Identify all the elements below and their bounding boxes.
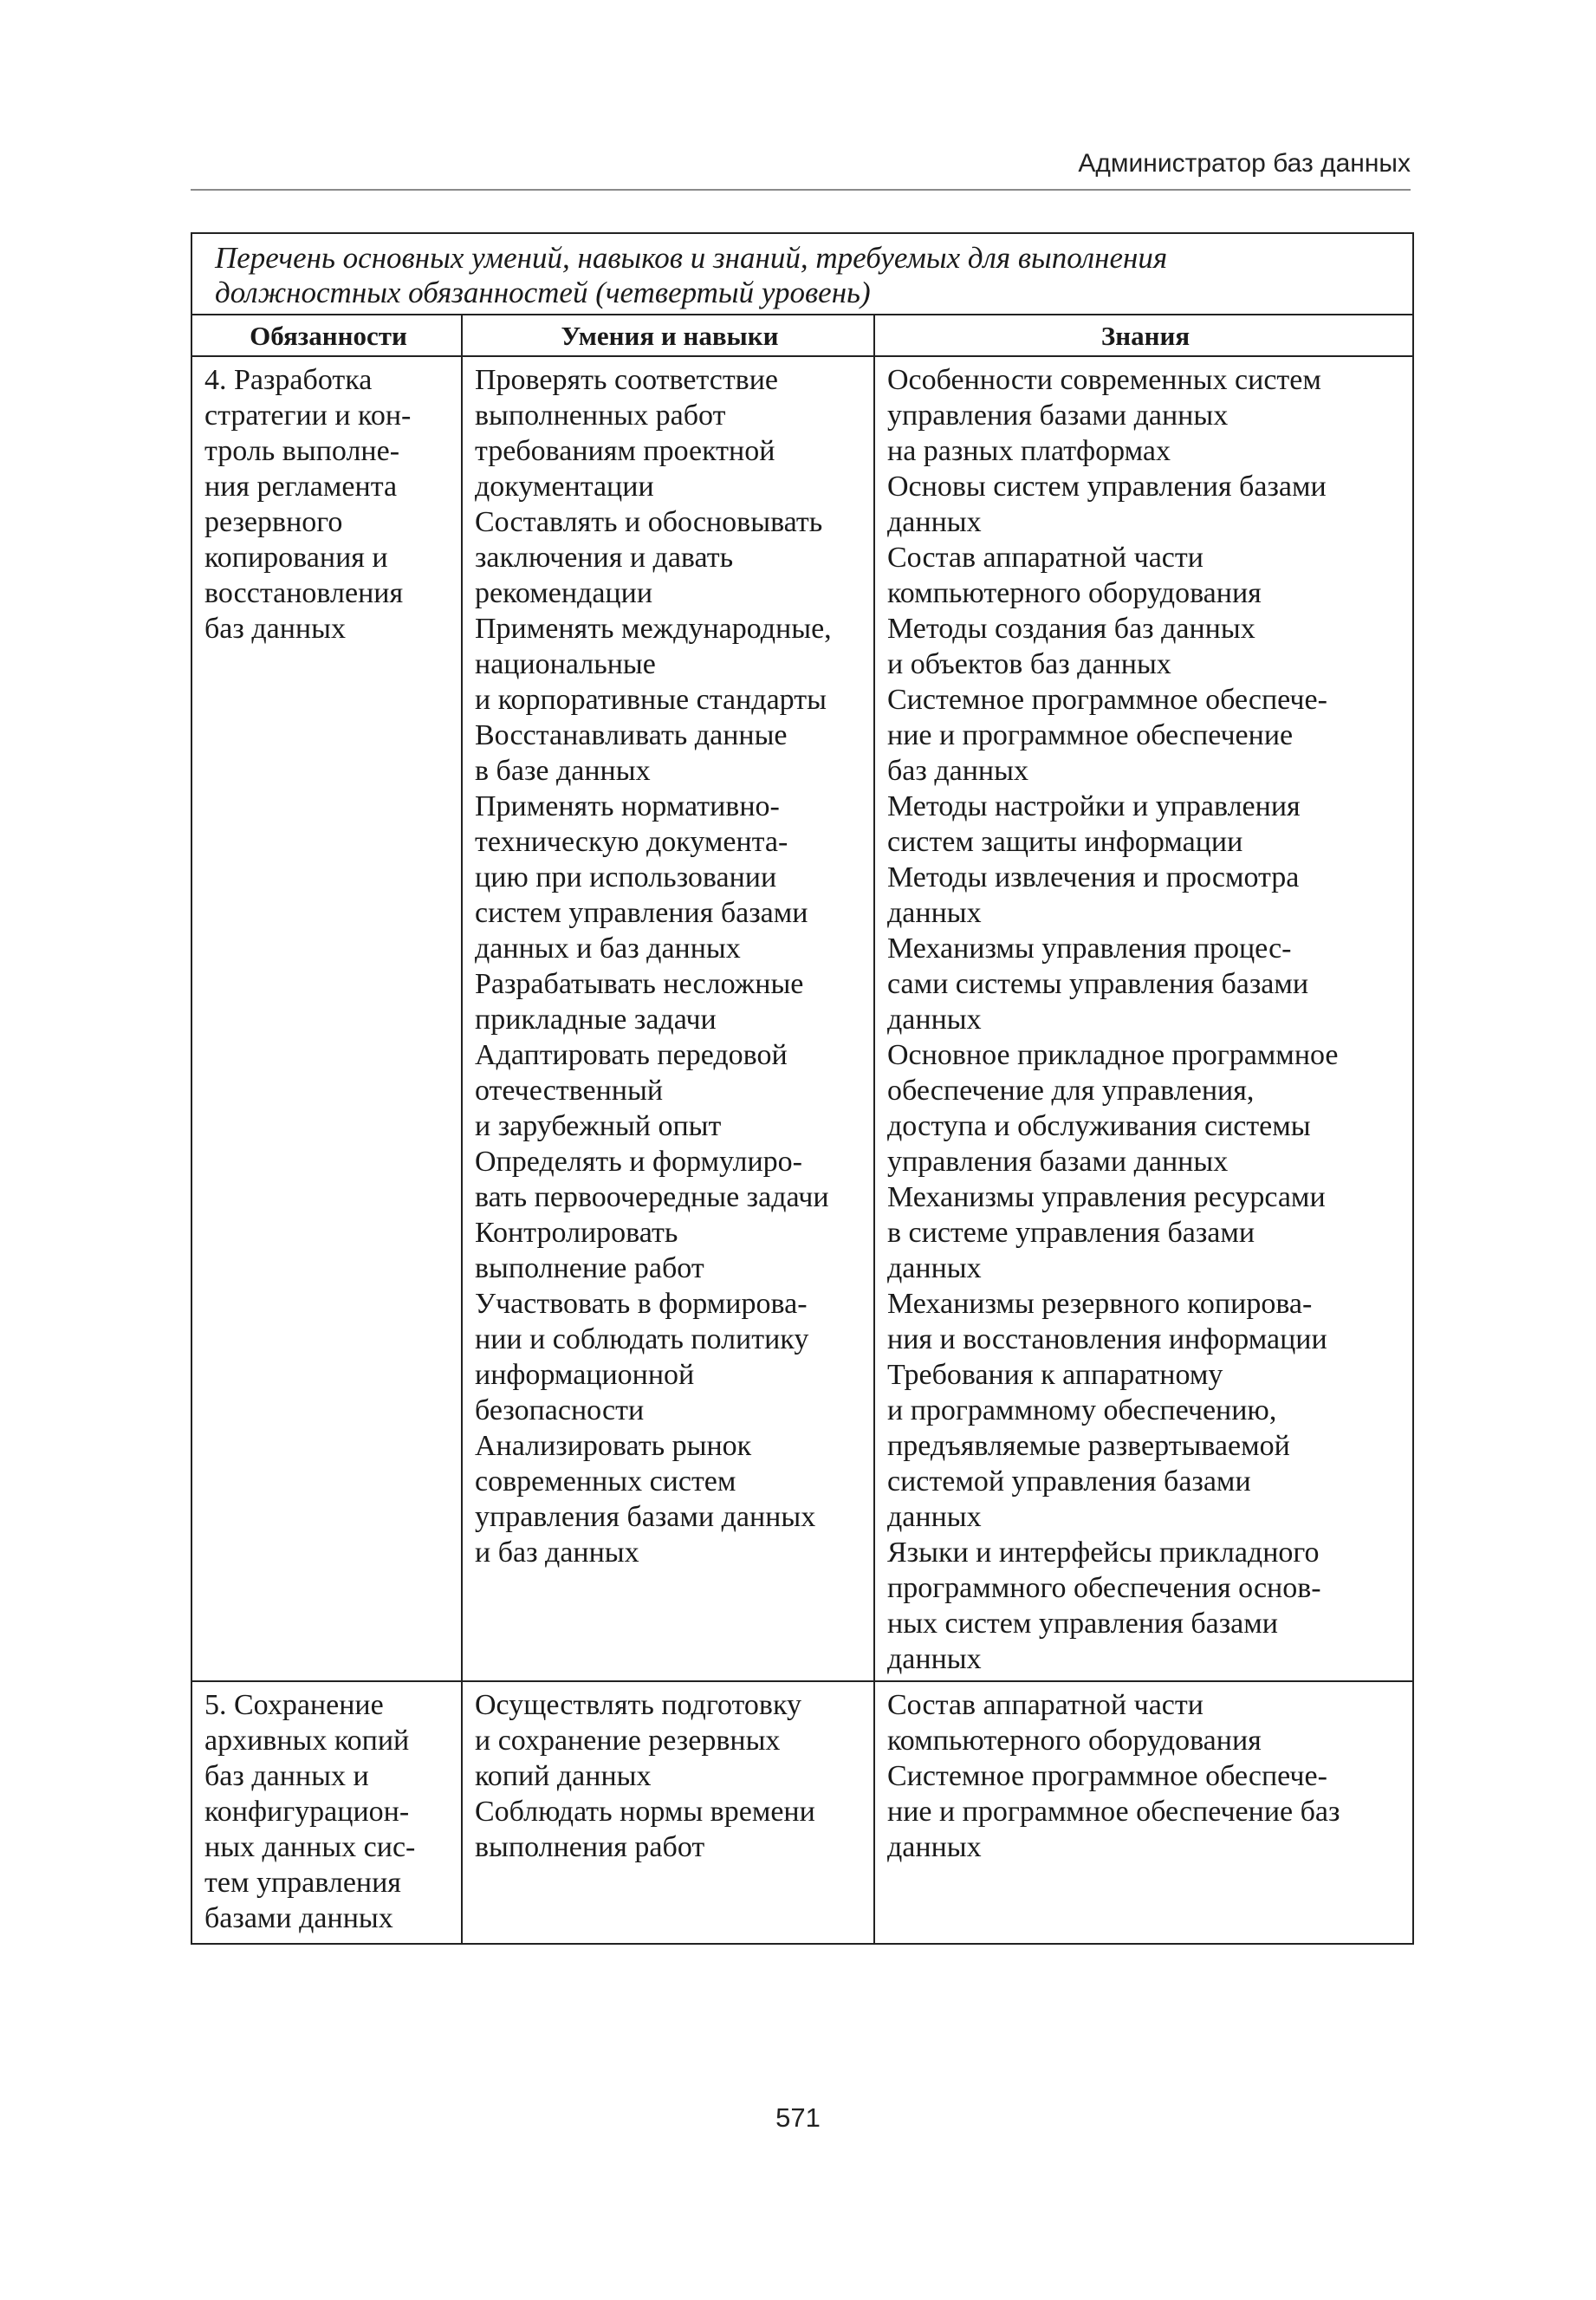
- cell-line: и программному обеспечению,: [887, 1394, 1277, 1426]
- cell-line: Методы создания баз данных: [887, 613, 1255, 645]
- column-header-knowledge: Знания: [874, 315, 1413, 356]
- cell-line: компьютерного оборудования: [887, 577, 1262, 609]
- cell-line: данных: [887, 897, 982, 929]
- cell-line: и сохранение резервных: [475, 1725, 781, 1757]
- cell-line: ных данных сис-: [204, 1831, 416, 1863]
- cell-line: Осуществлять подготовку: [475, 1689, 802, 1721]
- table-row: [191, 356, 1413, 1681]
- cell-line: на разных платформах: [887, 435, 1171, 467]
- cell-line: ние и программное обеспечение баз: [887, 1796, 1340, 1828]
- knowledge-cell: [874, 1681, 1413, 1944]
- cell-line: Основы систем управления базами: [887, 471, 1327, 503]
- table-row: [191, 1681, 1413, 1944]
- cell-line: управления базами данных: [887, 1146, 1229, 1178]
- cell-line: прикладные задачи: [475, 1004, 717, 1036]
- cell-line: Адаптировать передовой: [475, 1039, 788, 1071]
- cell-line: техническую документа-: [475, 826, 788, 858]
- cell-line: данных: [887, 1004, 982, 1036]
- cell-line: компьютерного оборудования: [887, 1725, 1262, 1757]
- cell-line: баз данных: [204, 613, 346, 645]
- cell-line: тем управления: [204, 1867, 401, 1899]
- cell-line: данных и баз данных: [475, 932, 741, 965]
- column-header-duties: Обязанности: [191, 315, 462, 356]
- cell-line: Соблюдать нормы времени: [475, 1796, 815, 1828]
- cell-line: выполненных работ: [475, 400, 726, 432]
- cell-line: цию при использовании: [475, 861, 777, 893]
- cell-line: Участвовать в формирова-: [475, 1288, 808, 1320]
- cell-line: Системное программное обеспече-: [887, 1760, 1327, 1792]
- cell-line: стратегии и кон-: [204, 400, 412, 432]
- cell-line: ных систем управления базами: [887, 1608, 1278, 1640]
- cell-line: Разрабатывать несложные: [475, 968, 804, 1000]
- cell-line: документации: [475, 471, 654, 503]
- cell-line: Механизмы резервного копирова-: [887, 1288, 1313, 1320]
- knowledge-cell: [874, 356, 1413, 1681]
- cell-line: базами данных: [204, 1902, 393, 1934]
- cell-line: архивных копий: [204, 1725, 410, 1757]
- cell-line: и зарубежный опыт: [475, 1110, 722, 1142]
- cell-line: и баз данных: [475, 1537, 639, 1569]
- cell-line: рекомендации: [475, 577, 653, 609]
- cell-line: в базе данных: [475, 755, 651, 787]
- cell-line: 4. Разработка: [204, 364, 373, 396]
- table-caption-row: [191, 233, 1413, 315]
- cell-line: резервного: [204, 506, 343, 538]
- duties-cell: [191, 1681, 462, 1944]
- cell-line: копий данных: [475, 1760, 652, 1792]
- cell-line: безопасности: [475, 1394, 645, 1426]
- column-header-skills: Умения и навыки: [462, 315, 874, 356]
- cell-line: вать первоочередные задачи: [475, 1181, 829, 1213]
- cell-line: Требования к аппаратному: [887, 1359, 1223, 1391]
- cell-line: троль выполне-: [204, 435, 400, 467]
- requirements-table: [191, 232, 1414, 1945]
- cell-line: данных: [887, 1831, 982, 1863]
- cell-line: управления базами данных: [887, 400, 1229, 432]
- cell-line: управления базами данных: [475, 1501, 816, 1533]
- cell-line: Применять нормативно-: [475, 790, 780, 822]
- cell-line: конфигурацион-: [204, 1796, 410, 1828]
- cell-line: национальные: [475, 648, 656, 680]
- cell-line: баз данных: [887, 755, 1028, 787]
- cell-line: Языки и интерфейсы прикладного: [887, 1537, 1320, 1569]
- cell-line: Применять международные,: [475, 613, 832, 645]
- cell-line: систем управления базами: [475, 897, 808, 929]
- header-rule: [191, 189, 1411, 191]
- cell-line: Анализировать рынок: [475, 1430, 752, 1462]
- running-head: Администратор баз данных: [1078, 149, 1411, 178]
- cell-line: систем защиты информации: [887, 826, 1243, 858]
- cell-line: 5. Сохранение: [204, 1689, 384, 1721]
- cell-line: Состав аппаратной части: [887, 1689, 1203, 1721]
- cell-line: Состав аппаратной части: [887, 542, 1203, 574]
- cell-line: Проверять соответствие: [475, 364, 779, 396]
- cell-line: доступа и обслуживания системы: [887, 1110, 1311, 1142]
- cell-line: в системе управления базами: [887, 1217, 1255, 1249]
- cell-line: Системное программное обеспече-: [887, 684, 1327, 716]
- cell-line: Контролировать: [475, 1217, 678, 1249]
- caption-line: должностных обязанностей (четвертый уровень): [215, 276, 871, 309]
- cell-line: отечественный: [475, 1075, 664, 1107]
- cell-line: выполнение работ: [475, 1252, 704, 1284]
- cell-line: данных: [887, 1501, 982, 1533]
- cell-line: Основное прикладное программное: [887, 1039, 1339, 1071]
- cell-line: Механизмы управления ресурсами: [887, 1181, 1326, 1213]
- cell-line: данных: [887, 1643, 982, 1675]
- cell-line: выполнения работ: [475, 1831, 705, 1863]
- cell-line: и объектов баз данных: [887, 648, 1171, 680]
- cell-line: программного обеспечения основ-: [887, 1572, 1321, 1604]
- cell-line: Определять и формулиро-: [475, 1146, 802, 1178]
- cell-line: ния регламента: [204, 471, 398, 503]
- skills-cell: [462, 356, 874, 1681]
- caption-line: Перечень основных умений, навыков и знаний, требуемых для выполнения: [215, 241, 1168, 275]
- cell-line: нии и соблюдать политику: [475, 1323, 809, 1355]
- cell-line: восстановления: [204, 577, 404, 609]
- cell-line: системой управления базами: [887, 1465, 1251, 1498]
- cell-line: Восстанавливать данные: [475, 719, 788, 751]
- duties-cell: [191, 356, 462, 1681]
- skills-cell: [462, 1681, 874, 1944]
- cell-line: Особенности современных систем: [887, 364, 1321, 396]
- cell-line: копирования и: [204, 542, 388, 574]
- cell-line: предъявляемые развертываемой: [887, 1430, 1290, 1462]
- cell-line: данных: [887, 506, 982, 538]
- page-number: 571: [775, 2102, 821, 2133]
- cell-line: сами системы управления базами: [887, 968, 1309, 1000]
- cell-line: Механизмы управления процес-: [887, 932, 1292, 965]
- cell-line: Методы извлечения и просмотра: [887, 861, 1300, 893]
- cell-line: требованиям проектной: [475, 435, 775, 467]
- cell-line: современных систем: [475, 1465, 736, 1498]
- cell-line: информационной: [475, 1359, 695, 1391]
- cell-line: заключения и давать: [475, 542, 734, 574]
- cell-line: ния и восстановления информации: [887, 1323, 1327, 1355]
- cell-line: данных: [887, 1252, 982, 1284]
- cell-line: Методы настройки и управления: [887, 790, 1301, 822]
- cell-line: и корпоративные стандарты: [475, 684, 827, 716]
- cell-line: обеспечение для управления,: [887, 1075, 1255, 1107]
- cell-line: баз данных и: [204, 1760, 369, 1792]
- table-header-row: [191, 315, 1413, 356]
- cell-line: Составлять и обосновывать: [475, 506, 823, 538]
- cell-line: ние и программное обеспечение: [887, 719, 1294, 751]
- table-caption: [191, 233, 1413, 315]
